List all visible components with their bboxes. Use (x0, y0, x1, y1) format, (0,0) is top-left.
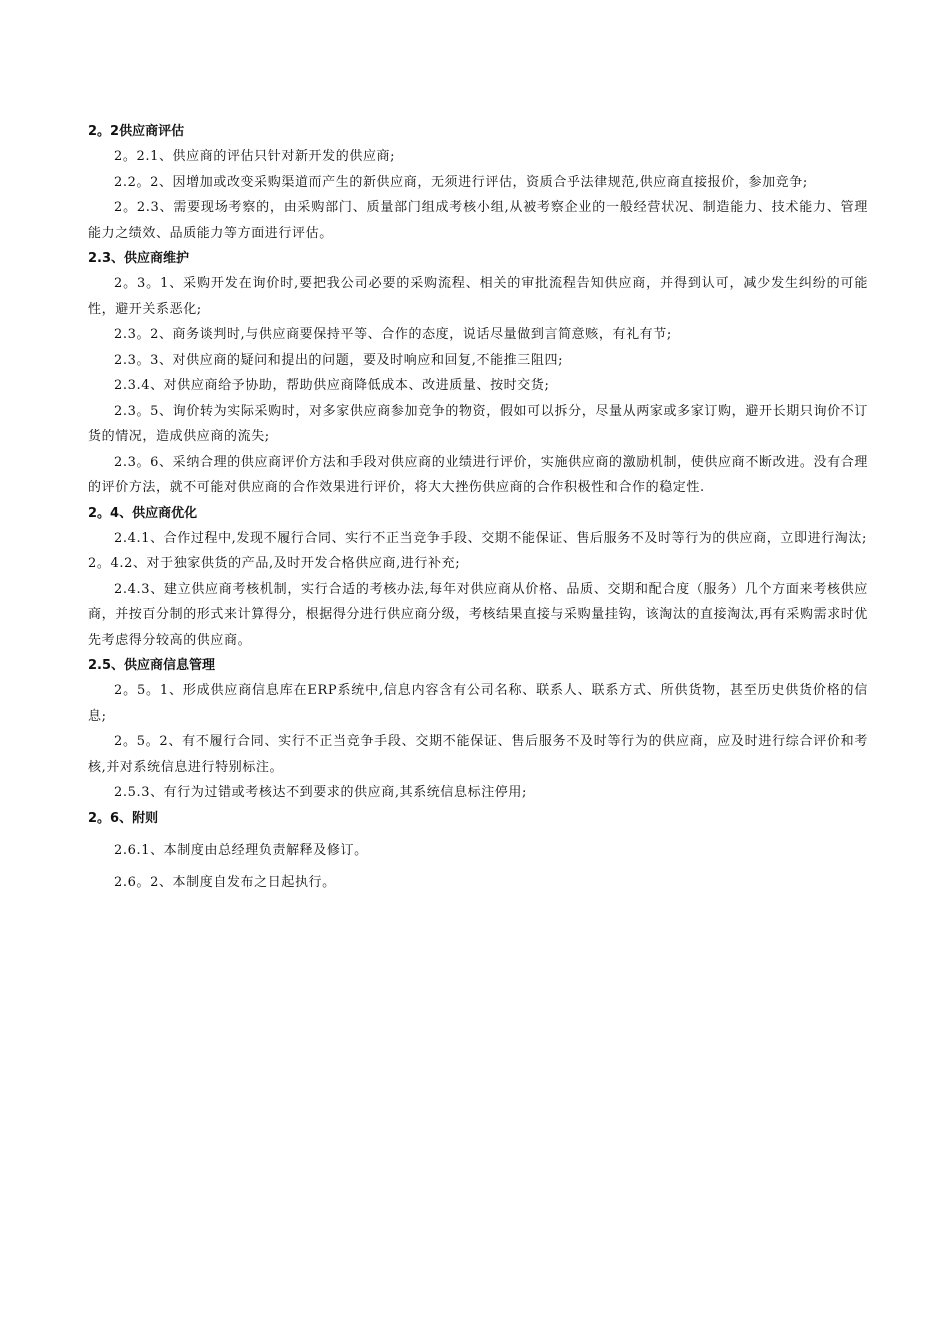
paragraph-2-6-2: 2.6。2、本制度自发布之日起执行。 (114, 875, 336, 890)
paragraph-2-6-1: 2.6.1、本制度由总经理负责解释及修订。 (114, 842, 368, 858)
paragraph-2-3-4: 2.3.4、对供应商给予协助，帮助供应商降低成本、改进质量、按时交货; (114, 378, 550, 393)
paragraph-2-4-2: 2。4.2、对于独家供货的产品,及时开发合格供应商,进行补充; (88, 556, 461, 571)
section-heading-2-3: 2.3、供应商维护 (88, 251, 190, 266)
paragraph-2-2-3: 2。2.3、需要现场考察的，由采购部门、质量部门组成考核小组,从被考察企业的一般经营状况、制造能力、技术能力、管理能力之绩效、品质能力等方面进行评估。 (88, 200, 868, 241)
paragraph-2-3-2: 2.3。2、商务谈判时,与供应商要保持平等、合作的态度，说话尽量做到言简意赅，有礼有节; (114, 327, 672, 342)
section-heading-2-5: 2.5、供应商信息管理 (88, 658, 216, 673)
paragraph-2-2-1: 2。2.1、供应商的评估只针对新开发的供应商; (114, 149, 396, 164)
paragraph-2-3-1: 2。3。1、采购开发在询价时,要把我公司必要的采购流程、相关的审批流程告知供应商，并得到认可，减少发生纠纷的可能性，避开关系恶化; (88, 276, 868, 317)
paragraph-2-3-3: 2.3。3、对供应商的疑问和提出的问题，要及时响应和回复,不能推三阻四; (114, 352, 564, 368)
paragraph-2-5-2: 2。5。2、有不履行合同、实行不正当竞争手段、交期不能保证、售后服务不及时等行为的供应商，应及时进行综合评价和考核,并对系统信息进行特别标注。 (88, 734, 868, 775)
paragraph-2-3-5: 2.3。5、询价转为实际采购时，对多家供应商参加竞争的物资，假如可以拆分，尽量从两家或多家订购，避开长期只询价不订货的情况，造成供应商的流失; (88, 403, 868, 444)
paragraph-2-3-6: 2.3。6、采纳合理的供应商评价方法和手段对供应商的业绩进行评价，实施供应商的激励机制，使供应商不断改进。没有合理的评价方法，就不可能对供应商的合作效果进行评价，将大大挫伤供应商的合作积极性和合作的稳定性. (88, 454, 868, 495)
paragraph-2-5-1: 2。5。1、形成供应商信息库在ERP系统中,信息内容含有公司名称、联系人、联系方式、所供货物，甚至历史供货价格的信息; (88, 683, 868, 724)
paragraph-2-4-1: 2.4.1、合作过程中,发现不履行合同、实行不正当竞争手段、交期不能保证、售后服务不及时等行为的供应商，立即进行淘汰; (114, 530, 867, 546)
document-page (88, 119, 868, 896)
paragraph-2-4-3: 2.4.3、建立供应商考核机制，实行合适的考核办法,每年对供应商从价格、品质、交期和配合度（服务）几个方面来考核供应商，并按百分制的形式来计算得分，根据得分进行供应商分级，考核结果直接与采购量挂钩，该淘汰的直接淘汰,再有采购需求时优先考虑得分较高的供应商。 (88, 581, 868, 648)
paragraph-2-5-3: 2.5.3、有行为过错或考核达不到要求的供应商,其系统信息标注停用; (114, 785, 527, 800)
section-heading-2-4: 2。4、供应商优化 (88, 505, 198, 521)
section-heading-2-2: 2。2供应商评估 (88, 124, 185, 139)
paragraph-2-2-2: 2.2。2、因增加或改变采购渠道而产生的新供应商，无须进行评估，资质合乎法律规范,供应商直接报价，参加竞争; (114, 174, 808, 190)
section-heading-2-6: 2。6、附则 (88, 810, 159, 826)
